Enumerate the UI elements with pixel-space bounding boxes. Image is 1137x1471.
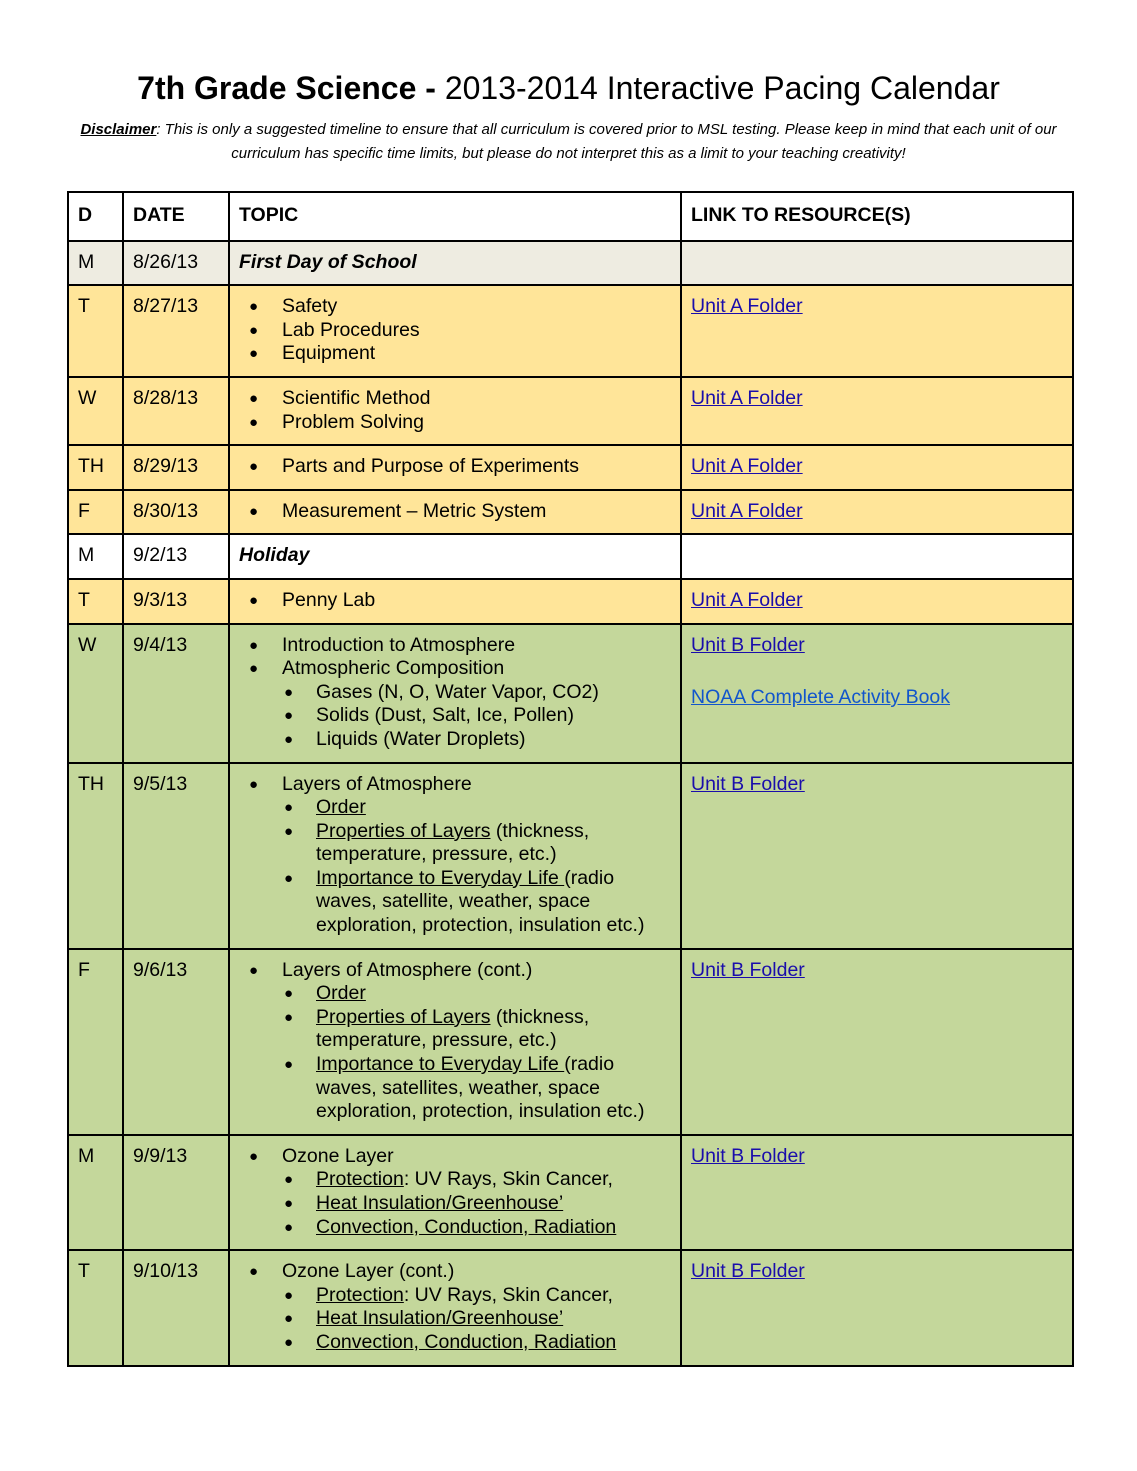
subtopic-item (282, 1331, 672, 1355)
header-links: LINK TO RESOURCE(S) (681, 192, 1073, 241)
subtopic-list (282, 681, 672, 752)
topic-item (239, 959, 672, 1124)
table-row (68, 1135, 1073, 1250)
header-date: DATE (123, 192, 229, 241)
resource-cell (681, 1250, 1073, 1365)
subtopic-text: : UV Rays, Skin Cancer, (403, 1283, 613, 1306)
subtopic-text: : UV Rays, Skin Cancer, (403, 1168, 613, 1191)
topic-text: Penny Lab (282, 588, 376, 611)
topic-item (239, 589, 672, 613)
subtopic-underlined-text: Convection, Conduction, Radiation (316, 1215, 617, 1238)
table-row (68, 377, 1073, 445)
day-cell: TH (68, 445, 123, 490)
resource-cell (681, 624, 1073, 763)
resource-cell (681, 1135, 1073, 1250)
unit-a-folder-link[interactable]: Unit A Folder (691, 295, 803, 318)
special-day-label: First Day of School (239, 250, 417, 273)
topic-cell (229, 445, 681, 490)
topic-text: Ozone Layer (cont.) (282, 1260, 455, 1283)
header-topic: TOPIC (229, 192, 681, 241)
topic-item (239, 411, 672, 435)
subtopic-item (282, 867, 672, 938)
day-cell: W (68, 624, 123, 763)
topic-cell (229, 285, 681, 377)
pacing-calendar-table (67, 191, 1074, 1367)
topic-list (239, 1145, 672, 1239)
topic-item (239, 657, 672, 751)
resource-cell (681, 285, 1073, 377)
topic-item (239, 773, 672, 938)
subtopic-item (282, 1284, 672, 1308)
subtopic-text: (radio waves, satellites, weather, space exploration, protection, insulation etc.) (316, 1053, 645, 1123)
subtopic-underlined-text: Importance to Everyday Life (316, 866, 565, 889)
date-cell: 9/3/13 (123, 579, 229, 624)
subtopic-item (282, 820, 672, 867)
topic-list (239, 959, 672, 1124)
disclaimer (60, 118, 1077, 166)
subtopic-list (282, 1284, 672, 1355)
title-bold: 7th Grade Science - (137, 70, 436, 106)
resource-cell (681, 534, 1073, 579)
day-cell: TH (68, 763, 123, 949)
resource-cell (681, 445, 1073, 490)
subtopic-underlined-text: Importance to Everyday Life (316, 1053, 565, 1076)
topic-list (239, 634, 672, 752)
table-row (68, 490, 1073, 535)
header-day: D (68, 192, 123, 241)
subtopic-item (282, 982, 672, 1006)
subtopic-item (282, 796, 672, 820)
disclaimer-text: : This is only a suggested timeline to ensure that all curriculum is covered prior to MSL testing. Please keep in mind that each unit of our curriculum has specific time limits, but please do not interpret this as a limit to your teaching creativity! (156, 121, 1057, 162)
table-row (68, 763, 1073, 949)
table-row (68, 241, 1073, 286)
day-cell: W (68, 377, 123, 445)
day-cell: F (68, 490, 123, 535)
resource-cell (681, 763, 1073, 949)
resource-cell (681, 377, 1073, 445)
topic-text: Parts and Purpose of Experiments (282, 455, 579, 478)
table-row (68, 285, 1073, 377)
subtopic-item (282, 1216, 672, 1240)
topic-list (239, 455, 672, 479)
table-row (68, 1250, 1073, 1365)
topic-cell (229, 534, 681, 579)
topic-text: Problem Solving (282, 410, 424, 433)
date-cell: 8/27/13 (123, 285, 229, 377)
table-row (68, 624, 1073, 763)
topic-list (239, 589, 672, 613)
day-cell: M (68, 241, 123, 286)
day-cell: F (68, 949, 123, 1135)
subtopic-text: (thickness, temperature, pressure, etc.) (316, 819, 590, 866)
unit-a-folder-link[interactable]: Unit A Folder (691, 386, 803, 409)
resource-cell (681, 579, 1073, 624)
unit-a-folder-link[interactable]: Unit A Folder (691, 588, 803, 611)
subtopic-underlined-text: Protection (316, 1283, 404, 1306)
topic-text: Equipment (282, 342, 376, 365)
topic-text: Lab Procedures (282, 318, 420, 341)
day-cell: M (68, 1135, 123, 1250)
subtopic-item (282, 1006, 672, 1053)
day-cell: T (68, 1250, 123, 1365)
topic-item (239, 342, 672, 366)
date-cell: 8/26/13 (123, 241, 229, 286)
special-day-label: Holiday (239, 544, 310, 567)
day-cell: T (68, 579, 123, 624)
topic-text: Atmospheric Composition (282, 657, 505, 680)
topic-cell (229, 241, 681, 286)
subtopic-text: Liquids (Water Droplets) (316, 727, 526, 750)
title-rest: 2013-2014 Interactive Pacing Calendar (444, 70, 1000, 106)
topic-text: Ozone Layer (282, 1144, 394, 1167)
table-header-row (68, 192, 1073, 241)
unit-b-folder-link[interactable]: Unit B Folder (691, 1260, 805, 1283)
subtopic-item (282, 1053, 672, 1124)
topic-list (239, 295, 672, 366)
subtopic-list (282, 1168, 672, 1239)
date-cell: 9/6/13 (123, 949, 229, 1135)
subtopic-item (282, 1192, 672, 1216)
topic-cell (229, 1135, 681, 1250)
unit-a-folder-link[interactable]: Unit A Folder (691, 455, 803, 478)
date-cell: 8/29/13 (123, 445, 229, 490)
topic-cell (229, 1250, 681, 1365)
topic-cell (229, 949, 681, 1135)
date-cell: 9/5/13 (123, 763, 229, 949)
subtopic-item (282, 704, 672, 728)
unit-a-folder-link[interactable]: Unit A Folder (691, 499, 803, 522)
subtopic-item (282, 1307, 672, 1331)
date-cell: 9/4/13 (123, 624, 229, 763)
unit-b-folder-link[interactable]: Unit B Folder (691, 1144, 805, 1167)
topic-text: Layers of Atmosphere (cont.) (282, 958, 533, 981)
topic-item (239, 1145, 672, 1239)
subtopic-underlined-text: Properties of Layers (316, 1005, 491, 1028)
topic-item (239, 455, 672, 479)
subtopic-item (282, 1168, 672, 1192)
resource-cell (681, 490, 1073, 535)
subtopic-text: (radio waves, satellite, weather, space exploration, protection, insulation etc.) (316, 866, 645, 937)
topic-text: Measurement – Metric System (282, 499, 547, 522)
subtopic-item (282, 728, 672, 752)
topic-list (239, 1260, 672, 1354)
topic-cell (229, 763, 681, 949)
date-cell: 9/10/13 (123, 1250, 229, 1365)
subtopic-text: Solids (Dust, Salt, Ice, Pollen) (316, 704, 574, 727)
unit-b-folder-link[interactable]: Unit B Folder (691, 772, 805, 795)
subtopic-underlined-text: Protection (316, 1168, 404, 1191)
topic-item (239, 295, 672, 319)
unit-b-folder-link[interactable]: Unit B Folder (691, 958, 805, 981)
noaa-complete-activity-book-link[interactable]: NOAA Complete Activity Book (691, 686, 951, 709)
topic-list (239, 773, 672, 938)
page-title (0, 68, 1137, 108)
subtopic-text: Gases (N, O, Water Vapor, CO2) (316, 680, 599, 703)
table-row (68, 579, 1073, 624)
topic-text: Layers of Atmosphere (282, 772, 472, 795)
topic-cell (229, 377, 681, 445)
topic-item (239, 387, 672, 411)
subtopic-underlined-text: Order (316, 796, 366, 819)
date-cell: 8/28/13 (123, 377, 229, 445)
subtopic-underlined-text: Order (316, 982, 366, 1005)
date-cell: 9/2/13 (123, 534, 229, 579)
subtopic-underlined-text: Properties of Layers (316, 819, 491, 842)
topic-item (239, 1260, 672, 1354)
topic-list (239, 387, 672, 434)
date-cell: 8/30/13 (123, 490, 229, 535)
disclaimer-label: Disclaimer (80, 121, 157, 138)
topic-item (239, 500, 672, 524)
topic-text: Safety (282, 295, 338, 318)
subtopic-list (282, 796, 672, 938)
resource-cell (681, 949, 1073, 1135)
topic-cell (229, 579, 681, 624)
resource-cell (681, 241, 1073, 286)
topic-list (239, 500, 672, 524)
date-cell: 9/9/13 (123, 1135, 229, 1250)
table-row (68, 949, 1073, 1135)
subtopic-item (282, 681, 672, 705)
day-cell: T (68, 285, 123, 377)
subtopic-underlined-text: Heat Insulation/Greenhouse’ (316, 1307, 564, 1330)
subtopic-underlined-text: Convection, Conduction, Radiation (316, 1330, 617, 1353)
topic-text: Introduction to Atmosphere (282, 633, 516, 656)
table-body (68, 241, 1073, 1366)
unit-b-folder-link[interactable]: Unit B Folder (691, 633, 805, 656)
subtopic-underlined-text: Heat Insulation/Greenhouse’ (316, 1192, 564, 1214)
topic-cell (229, 624, 681, 763)
topic-cell (229, 490, 681, 535)
topic-text: Scientific Method (282, 386, 431, 409)
table-row (68, 445, 1073, 490)
day-cell: M (68, 534, 123, 579)
subtopic-text: (thickness, temperature, pressure, etc.) (316, 1005, 590, 1052)
subtopic-list (282, 982, 672, 1124)
topic-item (239, 634, 672, 658)
table-row (68, 534, 1073, 579)
topic-item (239, 319, 672, 343)
